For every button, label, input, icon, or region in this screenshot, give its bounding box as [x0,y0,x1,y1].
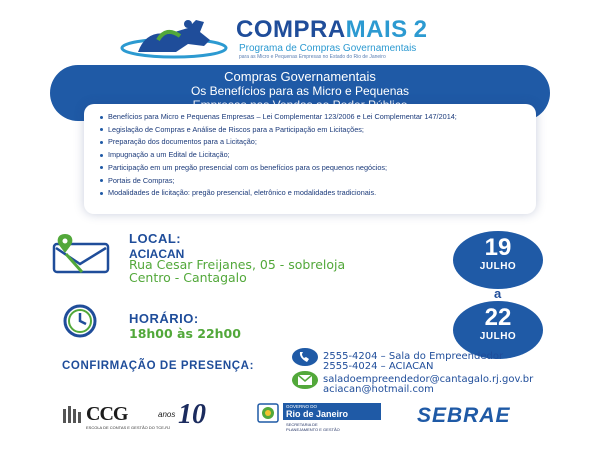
location-label: LOCAL: [129,231,182,246]
horse-rider-logo-icon [118,16,230,62]
phone-aciacan: 2555-4024 – ACIACAN [323,361,434,372]
end-month: JULHO [479,331,517,342]
topic-item: Participação em um pregão presencial com os benefícios para os pequenos negócios; [100,164,526,172]
topic-item: Preparação dos documentos para a Licitação; [100,138,526,146]
state-coat-of-arms-icon [257,403,279,423]
start-day: 19 [484,234,512,261]
brand-subtitle: Programa de Compras Governamentais [239,43,417,54]
location-name: ACIACAN [129,247,185,261]
gov-label: GOVERNO DO [286,404,318,409]
secretaria-label [286,422,340,432]
secretaria-line1: SECRETARIA DE [286,422,318,427]
rio-label: Rio de Janeiro [286,409,349,419]
confirmation-label: CONFIRMAÇÃO DE PRESENÇA: [62,360,255,372]
topic-item: Benefícios para Micro e Pequenas Empresas – Lei Complementar 123/2006 e Lei Complementar 147/2014; [100,113,526,121]
email-sala-empreendedor[interactable]: saladoempreendedor@cantagalo.rj.gov.br [323,374,534,385]
banner-title: Compras Governamentais [224,69,376,84]
compra-mais-logo [118,14,488,66]
brand-title [236,16,428,44]
rio-title-box [283,403,381,420]
secretaria-line2: PLANEJAMENTO E GESTÃO [286,427,340,432]
phone-icon [291,347,319,367]
email-icon [291,370,319,390]
topic-item: Impugnação a um Edital de Licitação; [100,151,526,159]
time-value: 18h00 às 22h00 [129,326,241,341]
brand-mais: MAIS [345,16,408,43]
email-aciacan[interactable]: aciacan@hotmail.com [323,384,434,395]
location-address-line2: Centro - Cantagalo [129,270,247,285]
start-month: JULHO [479,261,517,272]
topic-item: Legislação de Compras e Análise de Riscos para a Participação em Licitações; [100,126,526,134]
topics-list [100,113,526,197]
brand-main: COMPRA [236,16,346,43]
topic-item: Portais de Compras; [100,177,526,185]
map-location-icon [52,234,110,274]
ccg-text: CCG [86,403,128,425]
topic-item: Modalidades de licitação: pregão presencial, eletrônico e modalidades tradicionais. [100,189,526,197]
phone-sala-empreendedor: 2555-4204 – Sala do Empreendedor [323,351,504,362]
end-day: 22 [484,304,512,331]
sebrae-logo: SEBRAE [417,404,511,427]
brand-subtitle-small: para as Micro e Pequenas Empresas no Estado do Rio de Janeiro [239,54,386,60]
date-separator: a [494,286,502,301]
topics-card [84,104,536,214]
ccg-ten: 10 [178,399,206,430]
ccg-school-name: ESCOLA DE CONTAS E GESTÃO DO TCE-RJ [86,425,171,430]
brand-number: 2 [413,16,428,43]
ccg-building-icon [62,403,84,425]
banner-subtitle-line1: Os Benefícios para as Micro e Pequenas [190,84,410,98]
time-label: HORÁRIO: [129,311,199,326]
ccg-anos: anos [158,410,176,419]
clock-icon [54,304,106,338]
location-address-line1: Rua Cesar Freijanes, 05 - sobreloja [129,257,346,272]
start-date-badge [453,231,543,289]
